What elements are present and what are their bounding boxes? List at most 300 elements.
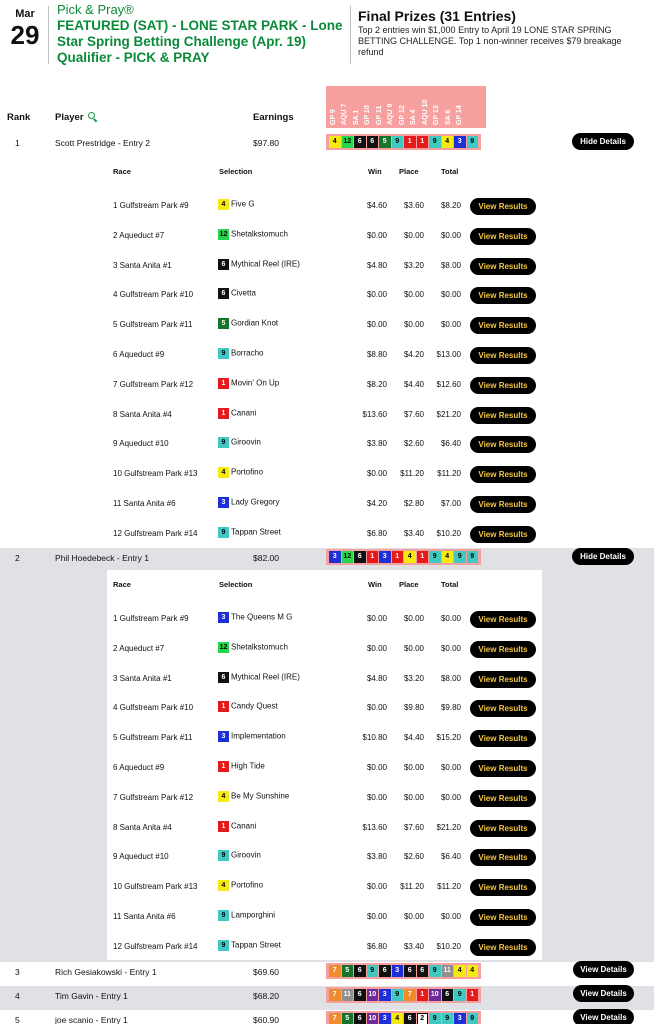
- picks-strip: [326, 1011, 481, 1024]
- place-payout: $2.60: [403, 439, 424, 449]
- win-payout: $13.60: [362, 822, 387, 832]
- win-payout: $10.80: [362, 733, 387, 743]
- detail-header-total: Total: [441, 167, 459, 176]
- list-item: [107, 790, 542, 808]
- pick-badge: 4: [442, 136, 454, 148]
- view-results-button[interactable]: View Results: [470, 347, 536, 364]
- race-name: 7 Gulfstream Park #12: [113, 379, 194, 389]
- contest-name: FEATURED (SAT) - LONE STAR PARK - Lone Star Spring Betting Challenge (Apr. 19) Qualifier - PICK & PRAY: [57, 18, 343, 65]
- pick-badge: 9: [467, 551, 479, 563]
- list-item: [107, 377, 542, 395]
- pick-badge: 6: [379, 965, 391, 977]
- race-name: 12 Gulfstream Park #14: [113, 941, 198, 951]
- view-results-button[interactable]: View Results: [470, 879, 536, 896]
- view-results-button[interactable]: View Results: [470, 820, 536, 837]
- pick-badge: 6: [354, 989, 366, 1001]
- horse-number: 9: [218, 527, 229, 538]
- selection: [218, 791, 289, 802]
- race-name: 8 Santa Anita #4: [113, 822, 172, 832]
- view-results-button[interactable]: View Results: [470, 526, 536, 543]
- list-item: [107, 198, 542, 216]
- pick-badge: 6: [404, 1013, 416, 1024]
- race-label: [442, 86, 454, 128]
- player-rank: 1: [15, 138, 20, 148]
- view-results-button[interactable]: View Results: [470, 377, 536, 394]
- horse-number: 3: [218, 731, 229, 742]
- pick-badge: 4: [392, 1013, 404, 1024]
- win-payout: $0.00: [366, 320, 387, 330]
- list-item: [107, 671, 542, 689]
- total-payout: $0.00: [440, 290, 461, 300]
- selection: [218, 408, 256, 419]
- place-payout: $2.80: [403, 499, 424, 508]
- list-item: [107, 641, 542, 659]
- selection: [218, 821, 256, 832]
- win-payout: $0.00: [366, 643, 387, 653]
- race-label-text: GP 13: [433, 105, 441, 125]
- place-payout: $0.00: [403, 290, 424, 300]
- pick-badge: 3: [329, 551, 341, 563]
- view-results-button[interactable]: View Results: [470, 790, 536, 807]
- horse-name: Mythical Reel (IRE): [231, 259, 300, 269]
- race-name: 9 Aqueduct #10: [113, 852, 169, 862]
- pick-badge: 3: [379, 989, 391, 1001]
- pick-badge: 1: [467, 989, 479, 1001]
- horse-number: 9: [218, 850, 229, 861]
- pick-badge: 1: [404, 136, 416, 148]
- view-results-button[interactable]: View Results: [470, 730, 536, 747]
- selection: [218, 378, 279, 389]
- total-payout: $10.20: [436, 941, 461, 951]
- pick-badge: 3: [379, 551, 391, 563]
- table-row: [0, 962, 654, 986]
- pick-badge: 6: [354, 551, 366, 563]
- place-payout: $2.60: [403, 852, 424, 862]
- picks-strip: [326, 134, 481, 150]
- horse-number: 9: [218, 910, 229, 921]
- player-earnings: $60.90: [253, 1015, 279, 1024]
- view-details-button[interactable]: View Details: [573, 1009, 634, 1024]
- selection: [218, 731, 286, 742]
- race-label: [419, 86, 431, 128]
- total-payout: $10.20: [436, 528, 461, 538]
- horse-name: The Queens M G: [231, 612, 293, 622]
- place-payout: $7.60: [403, 409, 424, 419]
- view-results-button[interactable]: View Results: [470, 611, 536, 628]
- race-column-headers: [326, 86, 486, 128]
- date-month: Mar: [15, 8, 35, 20]
- detail-header-total: Total: [441, 580, 459, 589]
- pick-badge: 1: [392, 551, 404, 563]
- selection: [218, 348, 263, 359]
- race-label: [431, 86, 443, 128]
- pick-badge: 3: [379, 1013, 391, 1024]
- pick-badge: 4: [454, 965, 466, 977]
- player-earnings: $97.80: [253, 138, 279, 148]
- race-label: [454, 86, 466, 128]
- horse-number: 1: [218, 408, 229, 419]
- selection: [218, 288, 256, 299]
- horse-number: 4: [218, 467, 229, 478]
- race-label-text: GP 12: [398, 105, 406, 125]
- list-item: [107, 496, 542, 514]
- view-results-button[interactable]: View Results: [470, 287, 536, 304]
- horse-name: Be My Sunshine: [231, 791, 290, 801]
- selection: [218, 910, 275, 921]
- place-payout: $4.40: [403, 733, 424, 743]
- pick-badge: 5: [342, 965, 354, 977]
- pick-badge: 9: [429, 136, 441, 148]
- horse-name: High Tide: [231, 761, 265, 771]
- selection: [218, 672, 300, 683]
- prizes-text: Top 2 entries win $1,000 Entry to April 19 LONE STAR SPRING BETTING CHALLENGE. Top 1 non-winner receives $79 breakage refund: [358, 25, 622, 57]
- pick-badge: 11: [442, 965, 454, 977]
- race-label-text: GP 10: [364, 105, 372, 125]
- list-item: [107, 760, 542, 778]
- race-name: 4 Gulfstream Park #10: [113, 290, 194, 300]
- race-name: 2 Aqueduct #7: [113, 230, 165, 240]
- race-label-text: SA 4: [410, 109, 418, 125]
- race-name: 9 Aqueduct #10: [113, 439, 169, 449]
- selection: [218, 229, 288, 240]
- view-results-button[interactable]: View Results: [470, 909, 536, 926]
- pick-badge: 6: [354, 136, 366, 148]
- detail-header-selection: Selection: [219, 580, 253, 589]
- pick-badge: 12: [342, 551, 354, 563]
- win-payout: $0.00: [366, 882, 387, 892]
- view-details-button[interactable]: View Details: [573, 985, 634, 1002]
- place-payout: $3.20: [403, 673, 424, 683]
- race-label-text: SA 6: [444, 109, 452, 125]
- list-item: [107, 700, 542, 718]
- pick-badge: 4: [467, 965, 479, 977]
- player-column-header[interactable]: [55, 112, 97, 123]
- pick-badge: 3: [454, 136, 466, 148]
- pick-badge: 7: [329, 965, 341, 977]
- horse-number: 4: [218, 880, 229, 891]
- list-item: [107, 730, 542, 748]
- hide-details-button[interactable]: Hide Details: [572, 133, 634, 150]
- race-label: [396, 86, 408, 128]
- view-results-button[interactable]: View Results: [470, 407, 536, 424]
- win-payout: $3.80: [366, 439, 387, 449]
- detail-header-selection: Selection: [219, 167, 253, 176]
- race-name: 3 Santa Anita #1: [113, 260, 172, 270]
- divider: [48, 6, 49, 64]
- pick-badge: 9: [429, 1013, 441, 1024]
- place-payout: $9.80: [403, 703, 424, 713]
- player-earnings: $82.00: [253, 553, 279, 563]
- table-row: [0, 133, 654, 548]
- total-payout: $13.00: [436, 350, 461, 359]
- pick-badge: 9: [467, 1013, 479, 1024]
- horse-number: 12: [219, 643, 228, 651]
- total-payout: $7.00: [440, 499, 461, 508]
- player-rank: 2: [15, 553, 20, 563]
- win-payout: $0.00: [366, 614, 387, 623]
- pick-badge: 1: [367, 551, 379, 563]
- pick-badge: 1: [417, 136, 429, 148]
- selection: [218, 527, 281, 538]
- view-details-button[interactable]: View Details: [573, 961, 634, 978]
- selection: [218, 259, 300, 270]
- win-payout: $0.00: [366, 469, 387, 479]
- place-payout: $11.20: [400, 882, 424, 892]
- total-payout: $0.00: [440, 763, 461, 772]
- date-day: 29: [10, 20, 40, 50]
- total-payout: $0.00: [440, 614, 461, 623]
- horse-number: 6: [218, 288, 229, 299]
- list-item: [107, 611, 542, 629]
- place-payout: $4.40: [403, 379, 424, 389]
- total-payout: $0.00: [440, 230, 461, 240]
- player-name: joe scanio - Entry 1: [55, 1015, 128, 1024]
- race-name: 5 Gulfstream Park #11: [113, 320, 193, 330]
- race-name: 10 Gulfstream Park #13: [113, 882, 198, 892]
- race-label-text: AQU 7: [341, 103, 349, 125]
- view-results-button[interactable]: View Results: [470, 939, 536, 956]
- total-payout: $21.20: [436, 409, 461, 419]
- race-label-text: GP 14: [456, 105, 464, 125]
- prizes-title: Final Prizes (31 Entries): [358, 8, 516, 24]
- detail-header-race: Race: [113, 167, 131, 176]
- win-payout: $4.80: [366, 673, 387, 683]
- total-payout: $9.80: [440, 703, 461, 713]
- table-row: [0, 1010, 654, 1024]
- detail-header-place: Place: [399, 167, 419, 176]
- race-label: [362, 86, 374, 128]
- pick-badge: 9: [454, 989, 466, 1001]
- race-name: 5 Gulfstream Park #11: [113, 733, 193, 743]
- view-results-button[interactable]: View Results: [470, 258, 536, 275]
- list-item: [107, 407, 542, 425]
- pick-badge: 3: [454, 1013, 466, 1024]
- place-payout: $0.00: [403, 230, 424, 240]
- race-label-text: GP 9: [329, 109, 337, 125]
- selection: [218, 467, 263, 478]
- hide-details-button[interactable]: Hide Details: [572, 548, 634, 565]
- horse-name: Lady Gregory: [231, 497, 280, 507]
- view-results-button[interactable]: View Results: [470, 466, 536, 483]
- total-payout: $8.00: [440, 673, 461, 683]
- player-earnings: $68.20: [253, 991, 279, 1001]
- selection: [218, 318, 278, 329]
- view-results-button[interactable]: View Results: [470, 496, 536, 513]
- horse-number: 1: [218, 378, 229, 389]
- total-payout: $0.00: [440, 912, 461, 921]
- total-payout: $11.20: [437, 882, 461, 892]
- total-payout: $0.00: [440, 792, 461, 802]
- place-payout: $4.20: [403, 350, 424, 359]
- total-payout: $0.00: [440, 643, 461, 653]
- list-item: [107, 849, 542, 867]
- race-name: 3 Santa Anita #1: [113, 673, 172, 683]
- horse-name: Lamporghini: [231, 910, 276, 920]
- race-label-text: SA 1: [352, 109, 360, 125]
- pick-badge: 9: [429, 551, 441, 563]
- player-name: Tim Gavin - Entry 1: [55, 991, 128, 1001]
- list-item: [107, 879, 542, 897]
- horse-name: Shetalkstomuch: [231, 229, 288, 239]
- race-label-text: AQU 10: [421, 99, 429, 125]
- pick-badge: 9: [392, 989, 404, 1001]
- win-payout: $0.00: [366, 792, 387, 802]
- horse-name: Implementation: [231, 731, 286, 741]
- pick-badge: 4: [404, 551, 416, 563]
- pick-badge: 7: [329, 989, 341, 1001]
- horse-number: 9: [218, 940, 229, 951]
- list-item: [107, 939, 542, 957]
- pick-badge: 12: [342, 136, 354, 148]
- race-label: [350, 86, 362, 128]
- place-payout: $3.40: [403, 941, 424, 951]
- horse-name: Mythical Reel (IRE): [231, 672, 300, 682]
- pick-badge: 9: [467, 136, 479, 148]
- picks-strip: [326, 987, 481, 1003]
- pick-badge: 2: [417, 1013, 429, 1024]
- horse-number: 4: [218, 791, 229, 802]
- place-payout: $0.00: [403, 614, 424, 623]
- search-icon[interactable]: [88, 112, 97, 121]
- view-results-button[interactable]: View Results: [470, 198, 536, 215]
- pick-badge: 11: [342, 989, 354, 1001]
- pick-badge: 9: [392, 136, 404, 148]
- selection: [218, 642, 288, 653]
- list-item: [107, 820, 542, 838]
- contest-brand: Pick & Pray®: [57, 2, 134, 17]
- view-results-button[interactable]: View Results: [470, 228, 536, 245]
- selection: [218, 761, 265, 772]
- horse-number: 3: [218, 612, 229, 623]
- detail-header-race: Race: [113, 580, 131, 589]
- horse-name: Tappan Street: [231, 940, 281, 950]
- horse-name: Portofino: [231, 880, 264, 890]
- pick-badge: 7: [329, 1013, 341, 1024]
- race-name: 4 Gulfstream Park #10: [113, 703, 194, 713]
- view-results-button[interactable]: View Results: [470, 849, 536, 866]
- race-name: 1 Gulfstream Park #9: [113, 614, 189, 623]
- view-results-button[interactable]: View Results: [470, 671, 536, 688]
- player-rank: 3: [15, 967, 20, 977]
- pick-badge: 6: [404, 965, 416, 977]
- player-name: Phil Hoedebeck - Entry 1: [55, 553, 150, 563]
- place-payout: $0.00: [403, 320, 424, 330]
- race-name: 1 Gulfstream Park #9: [113, 201, 189, 210]
- selection: [218, 437, 261, 448]
- selection: [218, 701, 278, 712]
- race-name: 8 Santa Anita #4: [113, 409, 172, 419]
- horse-number: 12: [219, 230, 228, 238]
- detail-header-place: Place: [399, 580, 419, 589]
- pick-badge: 9: [367, 965, 379, 977]
- pick-badge: 9: [429, 965, 441, 977]
- win-payout: $0.00: [366, 912, 387, 921]
- pick-badge: 9: [442, 1013, 454, 1024]
- race-name: 6 Aqueduct #9: [113, 763, 165, 772]
- selection: [218, 880, 263, 891]
- total-payout: $8.20: [440, 201, 461, 210]
- total-payout: $21.20: [436, 822, 461, 832]
- pick-badge: 3: [392, 965, 404, 977]
- win-payout: $8.20: [366, 379, 387, 389]
- win-payout: $6.80: [366, 941, 387, 951]
- pick-badge: 7: [404, 989, 416, 1001]
- race-label: [385, 86, 397, 128]
- race-name: 12 Gulfstream Park #14: [113, 528, 198, 538]
- list-item: [107, 909, 542, 927]
- selection: [218, 612, 292, 623]
- race-name: 11 Santa Anita #6: [113, 499, 176, 508]
- place-payout: $0.00: [403, 912, 424, 921]
- pick-badge: 4: [442, 551, 454, 563]
- horse-name: Portofino: [231, 467, 264, 477]
- race-label-text: GP 11: [375, 105, 383, 125]
- table-row: [0, 986, 654, 1010]
- horse-number: 4: [218, 199, 229, 210]
- horse-name: Giroovin: [231, 851, 261, 860]
- list-item: [107, 526, 542, 544]
- horse-name: Canani: [231, 408, 257, 418]
- view-results-button[interactable]: View Results: [470, 641, 536, 658]
- player-name: Rich Gesiakowski - Entry 1: [55, 967, 157, 977]
- total-payout: $6.40: [440, 439, 461, 449]
- race-label: [373, 86, 385, 128]
- race-label-text: AQU 9: [387, 103, 395, 125]
- picks-strip: [326, 963, 481, 979]
- horse-name: Five G: [231, 199, 255, 209]
- pick-badge: 6: [367, 136, 379, 148]
- view-results-button[interactable]: View Results: [470, 760, 536, 777]
- horse-number: 1: [218, 701, 229, 712]
- horse-name: Civetta: [231, 289, 256, 298]
- horse-name: Shetalkstomuch: [231, 642, 288, 652]
- pick-badge: 6: [442, 989, 454, 1001]
- win-payout: $0.00: [366, 230, 387, 240]
- horse-number: 6: [218, 259, 229, 270]
- win-payout: $13.60: [362, 409, 387, 419]
- player-rank: 5: [15, 1015, 20, 1024]
- view-results-button[interactable]: View Results: [470, 700, 536, 717]
- pick-badge: 10: [367, 989, 379, 1001]
- list-item: [107, 228, 542, 246]
- place-payout: $3.20: [403, 260, 424, 270]
- place-payout: $0.00: [403, 763, 424, 772]
- table-row: [0, 548, 654, 962]
- total-payout: $0.00: [440, 320, 461, 330]
- selection: [218, 497, 279, 508]
- player-rank: 4: [15, 991, 20, 1001]
- details-panel: [107, 162, 542, 542]
- horse-name: Giroovin: [231, 438, 261, 447]
- win-payout: $4.60: [366, 201, 387, 210]
- race-label: [327, 86, 339, 128]
- contest-title: [57, 2, 347, 66]
- pick-badge: 10: [367, 1013, 379, 1024]
- win-payout: $0.00: [366, 290, 387, 300]
- horse-number: 9: [218, 437, 229, 448]
- horse-number: 1: [218, 761, 229, 772]
- horse-number: 9: [218, 348, 229, 359]
- view-results-button[interactable]: View Results: [470, 436, 536, 453]
- player-name: Scott Prestridge - Entry 2: [55, 138, 150, 148]
- pick-badge: 1: [417, 551, 429, 563]
- pick-badge: 5: [342, 1013, 354, 1024]
- horse-number: 5: [218, 318, 229, 329]
- details-panel: [107, 570, 542, 960]
- pick-badge: 10: [429, 989, 441, 1001]
- view-results-button[interactable]: View Results: [470, 317, 536, 334]
- win-payout: $8.80: [366, 350, 387, 359]
